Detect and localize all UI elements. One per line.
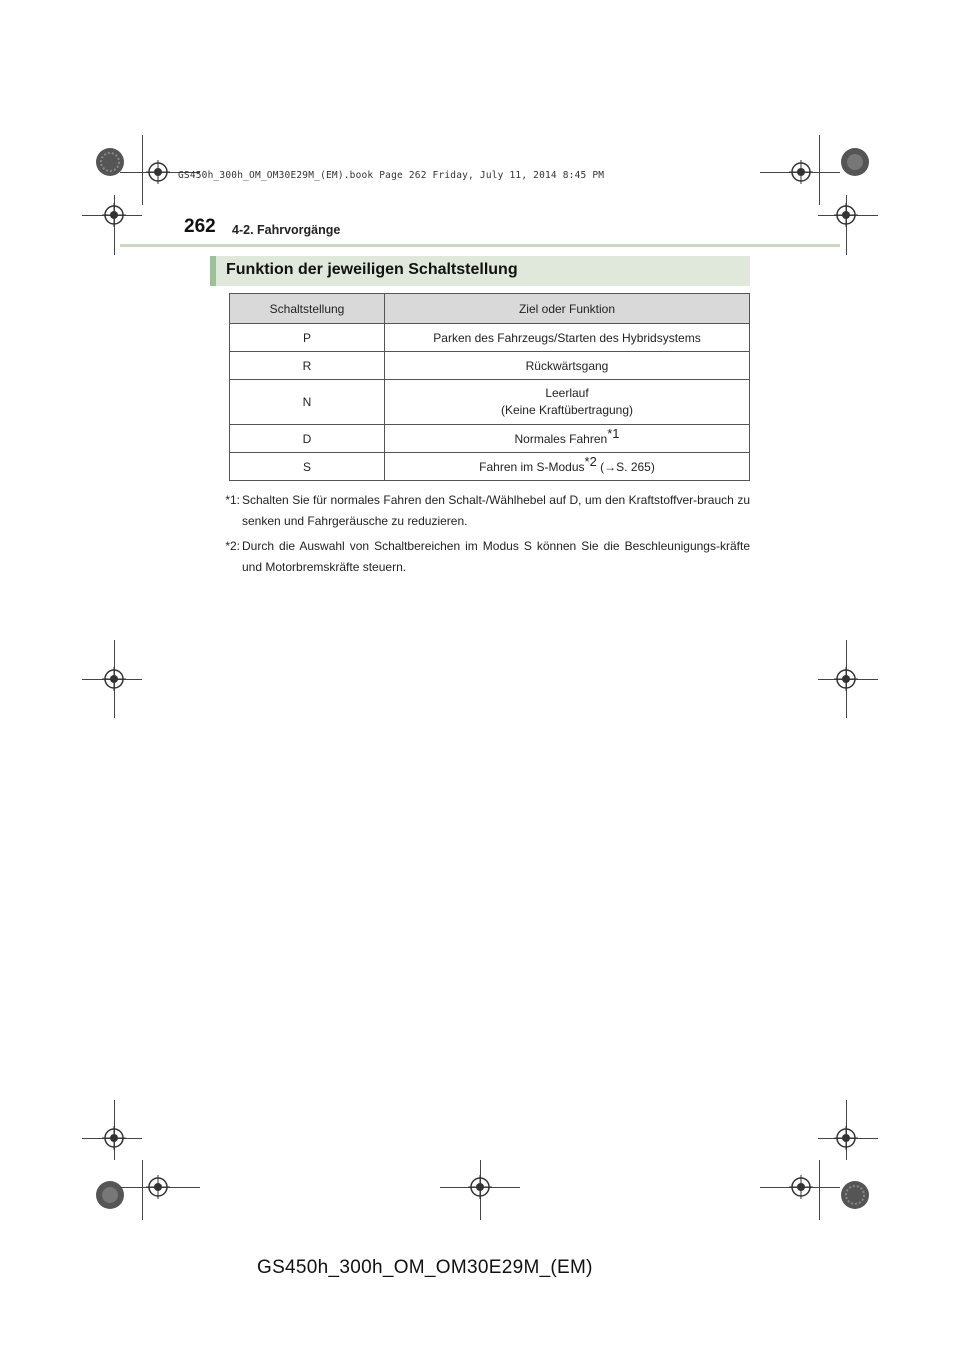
shift-position: D <box>230 425 385 453</box>
table-row <box>230 380 750 425</box>
table-row <box>230 352 750 380</box>
registration-disc-bottom-right <box>840 1180 870 1210</box>
footnote-ref: *2 <box>584 453 597 469</box>
shift-function-line: Leerlauf <box>545 386 589 400</box>
shift-function: Parken des Fahrzeugs/Starten des Hybridsystems <box>385 324 750 352</box>
crosshair-icon <box>834 203 858 227</box>
shift-function: Rückwärtsgang <box>385 352 750 380</box>
column-header: Schaltstellung <box>230 294 385 324</box>
crosshair-icon <box>468 1175 492 1199</box>
shift-position: N <box>230 380 385 425</box>
shift-function-text: Normales Fahren <box>514 431 608 446</box>
crosshair-icon <box>102 1126 126 1150</box>
footnote-text: Schalten Sie für normales Fahren den Schalt-/Wählhebel auf D, um den Kraftstoffver-brauch zu senken und Fahrgeräusche zu reduzieren. <box>242 493 750 528</box>
footnote <box>225 490 750 532</box>
section-label: 4-2. Fahrvorgänge <box>232 223 341 237</box>
shift-position-table <box>229 293 750 481</box>
registration-disc-bottom-left <box>95 1180 125 1210</box>
shift-function <box>385 453 750 481</box>
page-reference: (→S. 265) <box>600 459 655 474</box>
footnote-text: Durch die Auswahl von Schaltbereichen im Modus S können Sie die Beschleunigungs-kräfte und Motorbremskräfte steuern. <box>242 539 750 574</box>
footnote-mark: *2: <box>225 539 240 553</box>
shift-function-line: (Keine Kraftübertragung) <box>500 403 634 417</box>
section-title-bar <box>210 256 750 286</box>
crosshair-icon <box>834 667 858 691</box>
section-title: Funktion der jeweiligen Schaltstellung <box>226 261 518 278</box>
crosshair-icon <box>789 1175 813 1199</box>
crosshair-icon <box>146 160 170 184</box>
shift-function <box>385 425 750 453</box>
crosshair-icon <box>146 1175 170 1199</box>
footnote-ref: *1 <box>607 425 620 441</box>
registration-disc-top-right <box>840 147 870 177</box>
column-header: Ziel oder Funktion <box>385 294 750 324</box>
crop-line <box>819 135 820 205</box>
shift-position: P <box>230 324 385 352</box>
crop-line <box>142 135 143 205</box>
crosshair-icon <box>102 203 126 227</box>
crosshair-icon <box>102 667 126 691</box>
footnote <box>225 536 750 578</box>
print-header: GS450h_300h_OM_OM30E29M_(EM).book Page 262 Friday, July 11, 2014 8:45 PM <box>178 170 605 181</box>
table-header-row <box>230 294 750 324</box>
table-row <box>230 425 750 453</box>
shift-function-text: Fahren im S-Modus <box>479 459 585 474</box>
crosshair-icon <box>789 160 813 184</box>
crosshair-icon <box>834 1126 858 1150</box>
table-row <box>230 324 750 352</box>
crop-line <box>142 1160 143 1220</box>
page-number: 262 <box>184 216 216 237</box>
table-row <box>230 453 750 481</box>
shift-function <box>385 380 750 425</box>
footnote-mark: *1: <box>225 493 240 507</box>
crop-line <box>819 1160 820 1220</box>
document-id: GS450h_300h_OM_OM30E29M_(EM) <box>257 1257 593 1278</box>
shift-position: R <box>230 352 385 380</box>
shift-position: S <box>230 453 385 481</box>
header-rule <box>120 244 840 247</box>
